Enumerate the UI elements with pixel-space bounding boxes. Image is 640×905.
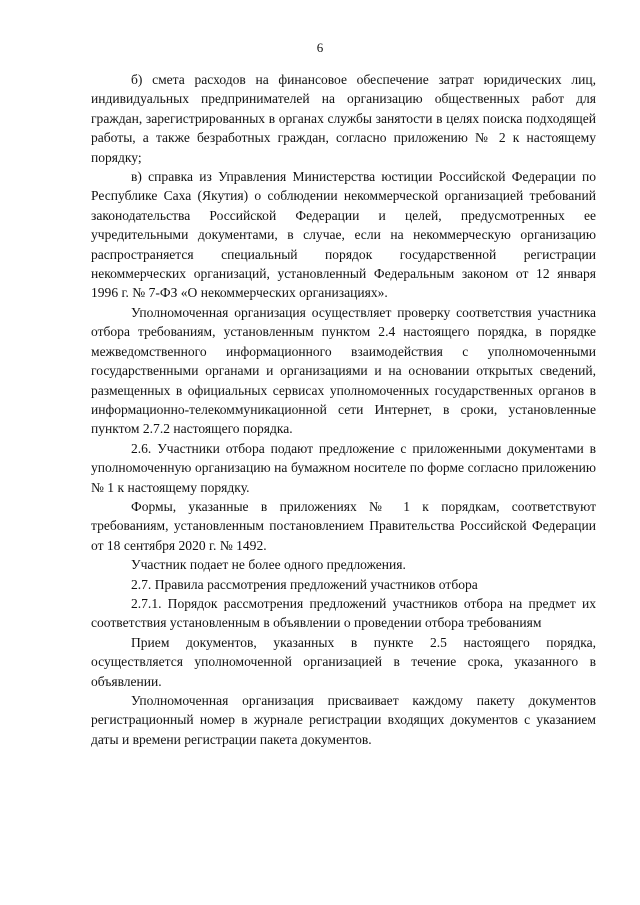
- paragraph-estimate: б) смета расходов на финансовое обеспечение затрат юридических лиц, индивидуальных предпринимателей на организацию общественных работ для граждан, зарегистрированных в органах службы занятости в целях поиска подходящей работы, а также безработных граждан, согласно приложению № 2 к настоящему порядку;: [91, 72, 596, 165]
- page-number: 6: [316, 40, 324, 55]
- paragraph-verification: Уполномоченная организация осуществляет проверку соответствия участника отбора требованиям, установленным пунктом 2.4 настоящего порядка, в порядке межведомственного информационного взаимодействия с уполномоченными государственными органами и организациями и на основании открытых сведений, размещенных в официальных сервисах уполномоченных государственных органов в информационно-телекоммуникационной сети Интернет, в сроки, установленные пунктом 2.7.2 настоящего порядка.: [91, 304, 596, 437]
- section-heading-2-7: 2.7. Правила рассмотрения предложений участников отбора: [131, 576, 478, 592]
- paragraph-forms: Формы, указанные в приложениях № 1 к порядкам, соответствуют требованиям, установленным постановлением Правительства Российской Федерации от 18 сентября 2020 г. № 1492.: [91, 498, 596, 553]
- paragraph-justice-certificate: в) справка из Управления Министерства юстиции Российской Федерации по Республике Саха (Якутия) о соблюдении некоммерческой организацией требований законодательства Российской Федерации и целей, предусмотренных ее учредительными документами, в случае, если на некоммерческую организацию распространяется специальный порядок государственной регистрации некоммерческих организаций, установленный Федеральным законом от 12 января 1996 г. № 7-ФЗ «О некоммерческих организациях».: [91, 169, 596, 301]
- document-body: [91, 70, 596, 749]
- paragraph-registration: Уполномоченная организация присваивает каждому пакету документов регистрационный номер в журнале регистрации входящих документов с указанием даты и времени регистрации пакета документов.: [91, 693, 596, 747]
- paragraph-section-2-6: 2.6. Участники отбора подают предложение с приложенными документами в уполномоченную организацию на бумажном носителе по форме согласно приложению № 1 к настоящему порядку.: [91, 440, 596, 495]
- paragraph-one-proposal: Участник подает не более одного предложения.: [131, 557, 406, 573]
- paragraph-section-2-7-1: 2.7.1. Порядок рассмотрения предложений участников отбора на предмет их соответствия установленным в объявлении о проведении отбора требованиям: [91, 595, 596, 631]
- paragraph-document-intake: Прием документов, указанных в пункте 2.5 настоящего порядка, осуществляется уполномоченной организацией в течение срока, указанного в объявлении.: [91, 634, 596, 689]
